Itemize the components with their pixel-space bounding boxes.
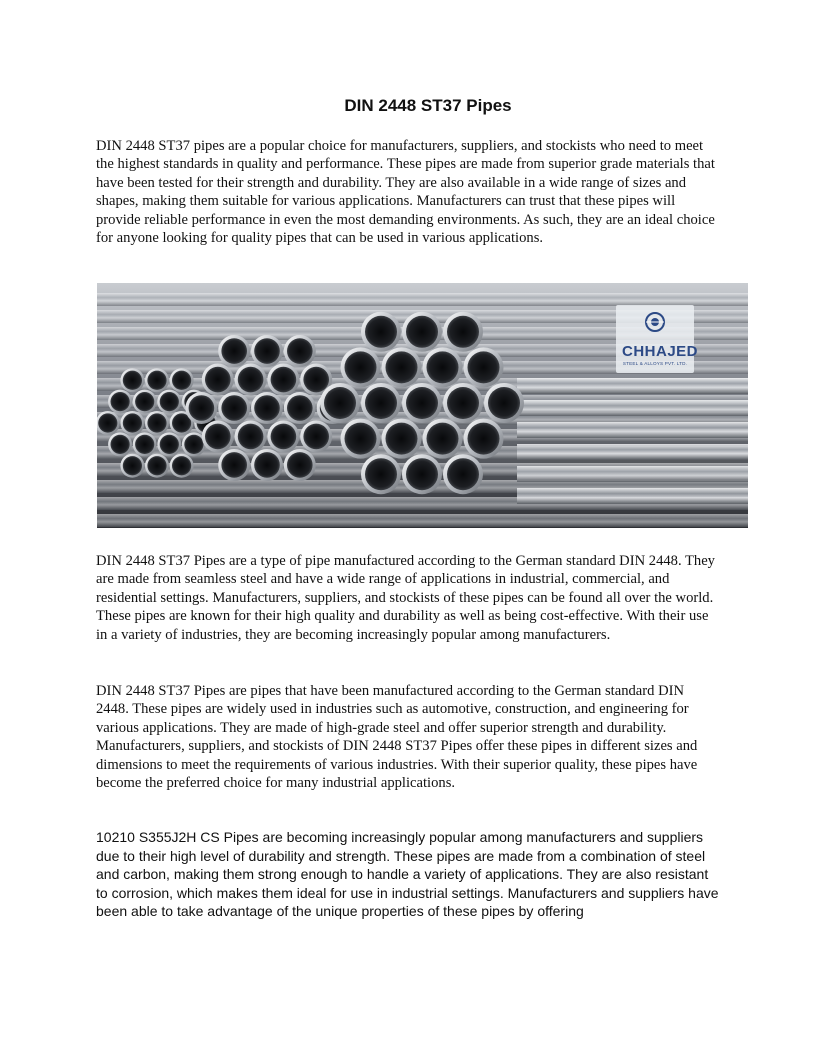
logo-name: CHHAJED [622,343,699,360]
pipe-opening [427,351,459,383]
pipe-opening [111,435,130,454]
pipe-opening [189,395,215,421]
pipe-opening [271,367,297,393]
pipe-opening [254,395,280,421]
pipe-opening [221,395,247,421]
pipe-opening [147,371,166,390]
pipe-opening [303,424,329,450]
pipe-opening [254,452,280,478]
pipe-body [517,466,748,482]
pipe-opening [135,392,154,411]
pipe-opening [324,387,356,419]
steel-pipes-photo [97,283,748,528]
pipe-opening [221,338,247,364]
pipe-body [517,488,748,504]
pipe-opening [123,371,142,390]
pipe-opening [135,435,154,454]
pipe-opening [160,435,179,454]
pipe-opening [98,413,117,432]
pipe-opening [221,452,247,478]
pipe-opening [447,387,479,419]
pipe-opening [123,456,142,475]
company-logo [616,305,699,373]
pipe-opening [254,338,280,364]
pipe-opening [123,413,142,432]
pipe-opening [205,367,231,393]
pipe-opening [271,424,297,450]
pipe-opening [172,456,191,475]
pipe-opening [287,452,313,478]
pipe-opening [488,387,520,419]
pipe-opening [406,387,438,419]
pipe-opening [160,392,179,411]
pipe-opening [345,423,377,455]
pipe-opening [386,423,418,455]
pipe-body [517,400,748,416]
pipe-body [517,444,748,460]
pipe-body [97,514,748,527]
pipe-opening [184,435,203,454]
pipe-opening [468,423,500,455]
paragraph-intro: DIN 2448 ST37 pipes are a popular choice for manufacturers, suppliers, and stockists who need to meet the highest standards in quality and performance. These pipes are made from superior grade materials that have been tested for their strength and durability. They are also available in a wide range of sizes and shapes, making them suitable for various applications. Manufacturers can trust that these pipes will provide reliable performance in even the most demanding environments. As such, they are an ideal choice for anyone looking for quality pipes that can be used in various applications. [96,138,715,247]
pipe-opening [406,458,438,490]
pipe-opening [147,456,166,475]
pipe-opening [303,367,329,393]
globe-icon [644,311,666,333]
pipe-opening [205,424,231,450]
pipe-opening [111,392,130,411]
pipe-opening [287,338,313,364]
pipe-opening [386,351,418,383]
pipe-opening [447,458,479,490]
pipe-opening [406,316,438,348]
pipe-opening [365,387,397,419]
pipe-body [517,422,748,438]
pipe-opening [238,424,264,450]
pipe-opening [238,367,264,393]
page-title: DIN 2448 ST37 Pipes [344,96,512,115]
paragraph-s355j2h: 10210 S355J2H CS Pipes are becoming increasingly popular among manufacturers and suppliers due to their high level of durability and strength. These pipes are made from a combination of steel and carbon, making them strong enough to handle a variety of applications. They are also resistant to corrosion, which makes them ideal for use in industrial settings. Manufacturers and suppliers have been able to take advantage of the unique properties of these pipes by offering [96,829,719,920]
pipe-opening [147,413,166,432]
pipe-opening [345,351,377,383]
paragraph-overview: DIN 2448 ST37 Pipes are a type of pipe manufactured according to the German standard DIN 2448. They are made from seamless steel and have a wide range of applications in industrial, commercial, and residential settings. Manufacturers, suppliers, and stockists of these pipes can be found all over the world. These pipes are known for their high quality and durability as well as being cost-effective. With their use in a variety of industries, they are becoming increasingly popular among manufacturers. [96,553,715,643]
pipe-opening [287,395,313,421]
paragraph-applications: DIN 2448 ST37 Pipes are pipes that have been manufactured according to the German standard DIN 2448. These pipes are widely used in industries such as automotive, construction, and engineering for various applications. They are made of high-grade steel and offer superior strength and durability. Manufacturers, suppliers, and stockists of DIN 2448 ST37 Pipes offer these pipes in different sizes and dimensions to meet the requirements of various industries. With their superior quality, these pipes have become the preferred choice for many industrial applications. [96,683,698,792]
pipe-opening [172,371,191,390]
pipe-body [517,378,748,394]
pipe-opening [365,316,397,348]
pipe-opening [447,316,479,348]
pipe-opening [427,423,459,455]
pipe-opening [365,458,397,490]
logo-tagline: STEEL & ALLOYS PVT. LTD. [622,361,688,366]
pipe-opening [468,351,500,383]
